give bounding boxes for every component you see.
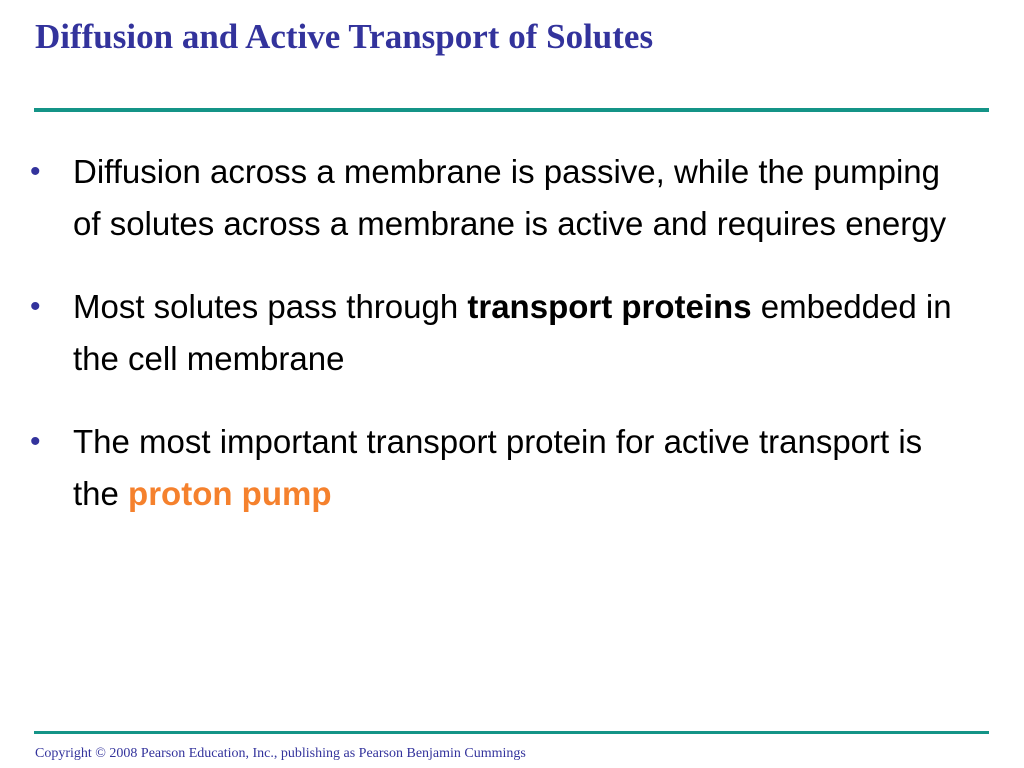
bullet-dot-icon: •	[30, 155, 41, 188]
bullet-bold-term: transport proteins	[467, 288, 752, 325]
bullet-text-lead: The most important transport protein for active transport is the	[73, 423, 923, 512]
bullet-item-transport-proteins	[30, 281, 970, 385]
copyright-footer: Copyright © 2008 Pearson Education, Inc., publishing as Pearson Benjamin Cummings	[35, 746, 526, 761]
bullet-highlight-term: proton pump	[128, 475, 332, 512]
bullet-text-lead: Most solutes pass through	[73, 288, 468, 325]
bullet-dot-icon: •	[30, 425, 41, 458]
title-divider	[34, 108, 989, 112]
slide-title: Diffusion and Active Transport of Solutes	[35, 17, 654, 56]
bullet-item-proton-pump	[30, 416, 970, 520]
bullet-list	[30, 146, 970, 551]
bullet-text: Diffusion across a membrane is passive, while the pumping of solutes across a membrane is active and requires energy	[73, 153, 947, 242]
bullet-text-trail: embedded in the cell membrane	[73, 288, 952, 377]
bullet-item-diffusion	[30, 146, 970, 250]
bullet-dot-icon: •	[30, 290, 41, 323]
footer-divider	[34, 731, 989, 734]
